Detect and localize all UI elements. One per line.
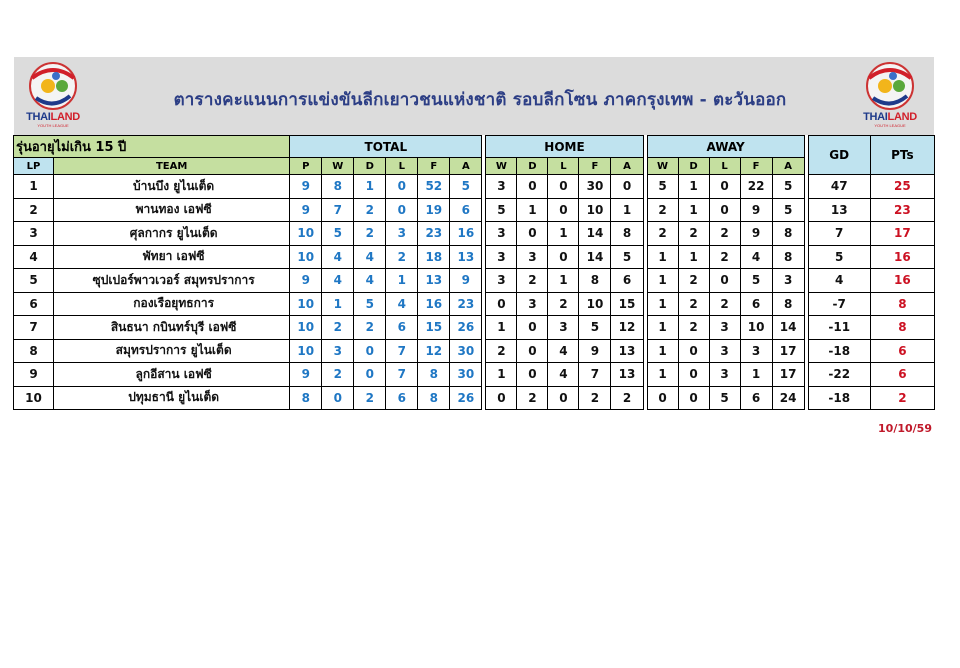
position-cell: 7 — [14, 316, 54, 340]
gd-header: GD — [808, 136, 870, 175]
table-row — [14, 316, 935, 340]
pts-header: PTs — [870, 136, 934, 175]
home-stat-cell: 3 — [486, 175, 517, 199]
total-stat-cell: 1 — [322, 292, 354, 316]
home-stat-cell: 2 — [579, 386, 611, 410]
total-stat-cell: 10 — [290, 316, 322, 340]
position-cell: 4 — [14, 245, 54, 269]
home-stat-cell: 2 — [548, 292, 579, 316]
total-stat-cell: 26 — [450, 386, 482, 410]
total-stat-cell: 2 — [354, 198, 386, 222]
table-row — [14, 175, 935, 199]
ball-icon — [855, 60, 925, 112]
total-stat-cell: 8 — [322, 175, 354, 199]
home-stat-cell: 3 — [548, 316, 579, 340]
position-cell: 5 — [14, 269, 54, 293]
away-col-header: A — [772, 158, 804, 175]
total-stat-cell: 0 — [354, 363, 386, 387]
away-stat-cell: 1 — [647, 292, 678, 316]
home-stat-cell: 2 — [611, 386, 643, 410]
total-stat-cell: 16 — [450, 222, 482, 246]
goal-difference-cell: -22 — [808, 363, 870, 387]
home-stat-cell: 3 — [517, 245, 548, 269]
total-col-header: F — [418, 158, 450, 175]
logo-wordmark: THAILAND — [863, 111, 917, 123]
goal-difference-cell: 5 — [808, 245, 870, 269]
away-stat-cell: 1 — [647, 316, 678, 340]
away-stat-cell: 8 — [772, 222, 804, 246]
away-stat-cell: 0 — [709, 269, 740, 293]
home-stat-cell: 2 — [486, 339, 517, 363]
goal-difference-cell: -18 — [808, 339, 870, 363]
away-stat-cell: 3 — [709, 363, 740, 387]
ball-icon — [18, 60, 88, 112]
away-stat-cell: 2 — [678, 316, 709, 340]
away-stat-cell: 0 — [647, 386, 678, 410]
total-stat-cell: 10 — [290, 292, 322, 316]
total-stat-cell: 9 — [290, 175, 322, 199]
points-cell: 6 — [870, 339, 934, 363]
position-cell: 8 — [14, 339, 54, 363]
away-stat-cell: 2 — [647, 198, 678, 222]
away-stat-cell: 3 — [740, 339, 772, 363]
home-stat-cell: 13 — [611, 339, 643, 363]
home-stat-cell: 3 — [486, 245, 517, 269]
away-stat-cell: 0 — [678, 386, 709, 410]
away-col-header: D — [678, 158, 709, 175]
position-cell: 1 — [14, 175, 54, 199]
away-stat-cell: 3 — [709, 316, 740, 340]
home-stat-cell: 1 — [611, 198, 643, 222]
home-stat-cell: 6 — [611, 269, 643, 293]
total-stat-cell: 4 — [354, 245, 386, 269]
home-stat-cell: 0 — [517, 175, 548, 199]
home-stat-cell: 5 — [611, 245, 643, 269]
team-name-cell: สมุทรปราการ ยูไนเต็ด — [54, 339, 290, 363]
home-stat-cell: 0 — [548, 245, 579, 269]
away-stat-cell: 3 — [772, 269, 804, 293]
home-stat-cell: 1 — [517, 198, 548, 222]
total-stat-cell: 2 — [354, 316, 386, 340]
points-cell: 23 — [870, 198, 934, 222]
total-stat-cell: 10 — [290, 222, 322, 246]
goal-difference-cell: 7 — [808, 222, 870, 246]
away-col-header: L — [709, 158, 740, 175]
away-stat-cell: 0 — [678, 363, 709, 387]
away-stat-cell: 1 — [647, 339, 678, 363]
total-stat-cell: 6 — [386, 386, 418, 410]
age-group-label: รุ่นอายุไม่เกิน 15 ปี — [14, 136, 290, 158]
away-stat-cell: 1 — [647, 269, 678, 293]
home-stat-cell: 30 — [579, 175, 611, 199]
total-stat-cell: 13 — [450, 245, 482, 269]
total-stat-cell: 13 — [418, 269, 450, 293]
away-stat-cell: 1 — [678, 175, 709, 199]
away-stat-cell: 2 — [647, 222, 678, 246]
home-stat-cell: 4 — [548, 363, 579, 387]
away-stat-cell: 8 — [772, 245, 804, 269]
away-stat-cell: 1 — [647, 245, 678, 269]
away-stat-cell: 5 — [647, 175, 678, 199]
home-stat-cell: 10 — [579, 198, 611, 222]
away-stat-cell: 9 — [740, 222, 772, 246]
away-stat-cell: 2 — [678, 222, 709, 246]
home-stat-cell: 0 — [517, 316, 548, 340]
team-header: TEAM — [54, 158, 290, 175]
league-logo-right — [855, 60, 925, 130]
home-stat-cell: 14 — [579, 245, 611, 269]
away-stat-cell: 2 — [709, 222, 740, 246]
total-stat-cell: 12 — [418, 339, 450, 363]
away-stat-cell: 5 — [772, 175, 804, 199]
away-stat-cell: 5 — [709, 386, 740, 410]
team-name-cell: พัทยา เอฟซี — [54, 245, 290, 269]
total-stat-cell: 9 — [290, 198, 322, 222]
total-stat-cell: 3 — [322, 339, 354, 363]
home-stat-cell: 15 — [611, 292, 643, 316]
total-stat-cell: 23 — [418, 222, 450, 246]
position-cell: 2 — [14, 198, 54, 222]
total-stat-cell: 8 — [418, 363, 450, 387]
home-col-header: F — [579, 158, 611, 175]
away-stat-cell: 17 — [772, 339, 804, 363]
goal-difference-cell: 47 — [808, 175, 870, 199]
away-stat-cell: 2 — [709, 292, 740, 316]
home-group-header: HOME — [486, 136, 643, 158]
total-stat-cell: 30 — [450, 339, 482, 363]
points-cell: 8 — [870, 292, 934, 316]
home-stat-cell: 0 — [486, 292, 517, 316]
home-stat-cell: 0 — [548, 175, 579, 199]
away-stat-cell: 10 — [740, 316, 772, 340]
home-stat-cell: 0 — [517, 363, 548, 387]
home-stat-cell: 2 — [517, 269, 548, 293]
standings-table — [13, 135, 935, 410]
table-row — [14, 222, 935, 246]
position-cell: 9 — [14, 363, 54, 387]
home-stat-cell: 5 — [579, 316, 611, 340]
total-stat-cell: 0 — [386, 175, 418, 199]
home-col-header: A — [611, 158, 643, 175]
away-stat-cell: 22 — [740, 175, 772, 199]
update-date: 10/10/59 — [878, 422, 932, 435]
column-spacer — [804, 158, 808, 175]
page-title: ตารางคะแนนการแข่งขันลีกเยาวชนแห่งชาติ รอบลีกโซน ภาคกรุงเทพ - ตะวันออก — [173, 90, 787, 110]
away-stat-cell: 14 — [772, 316, 804, 340]
total-col-header: W — [322, 158, 354, 175]
total-stat-cell: 5 — [322, 222, 354, 246]
home-stat-cell: 14 — [579, 222, 611, 246]
points-cell: 16 — [870, 245, 934, 269]
table-row — [14, 292, 935, 316]
team-name-cell: ศุลกากร ยูไนเต็ด — [54, 222, 290, 246]
column-header-row — [14, 158, 935, 175]
total-stat-cell: 5 — [354, 292, 386, 316]
total-stat-cell: 23 — [450, 292, 482, 316]
total-col-header: D — [354, 158, 386, 175]
away-stat-cell: 2 — [678, 292, 709, 316]
table-row — [14, 269, 935, 293]
total-stat-cell: 2 — [386, 245, 418, 269]
home-col-header: W — [486, 158, 517, 175]
total-stat-cell: 9 — [290, 363, 322, 387]
points-cell: 2 — [870, 386, 934, 410]
total-stat-cell: 7 — [386, 363, 418, 387]
total-stat-cell: 7 — [322, 198, 354, 222]
total-stat-cell: 8 — [290, 386, 322, 410]
goal-difference-cell: -11 — [808, 316, 870, 340]
away-stat-cell: 24 — [772, 386, 804, 410]
total-stat-cell: 52 — [418, 175, 450, 199]
home-stat-cell: 8 — [579, 269, 611, 293]
total-col-header: P — [290, 158, 322, 175]
home-stat-cell: 0 — [548, 198, 579, 222]
away-stat-cell: 2 — [709, 245, 740, 269]
total-stat-cell: 9 — [450, 269, 482, 293]
away-stat-cell: 0 — [709, 175, 740, 199]
total-stat-cell: 6 — [386, 316, 418, 340]
team-name-cell: ปทุมธานี ยูไนเต็ด — [54, 386, 290, 410]
logo-subtitle: YOUTH LEAGUE — [874, 123, 906, 128]
total-col-header: A — [450, 158, 482, 175]
away-stat-cell: 6 — [740, 292, 772, 316]
total-stat-cell: 3 — [386, 222, 418, 246]
away-stat-cell: 4 — [740, 245, 772, 269]
home-stat-cell: 3 — [486, 269, 517, 293]
home-stat-cell: 1 — [486, 363, 517, 387]
total-stat-cell: 4 — [386, 292, 418, 316]
away-stat-cell: 2 — [678, 269, 709, 293]
table-row — [14, 198, 935, 222]
home-stat-cell: 0 — [486, 386, 517, 410]
home-stat-cell: 3 — [517, 292, 548, 316]
away-stat-cell: 1 — [647, 363, 678, 387]
away-stat-cell: 9 — [740, 198, 772, 222]
total-col-header: L — [386, 158, 418, 175]
away-stat-cell: 0 — [678, 339, 709, 363]
standings-body — [14, 175, 935, 410]
away-stat-cell: 8 — [772, 292, 804, 316]
total-stat-cell: 0 — [354, 339, 386, 363]
team-name-cell: ลูกอีสาน เอฟซี — [54, 363, 290, 387]
points-cell: 17 — [870, 222, 934, 246]
home-stat-cell: 13 — [611, 363, 643, 387]
total-stat-cell: 2 — [354, 222, 386, 246]
points-cell: 25 — [870, 175, 934, 199]
away-stat-cell: 17 — [772, 363, 804, 387]
home-stat-cell: 8 — [611, 222, 643, 246]
goal-difference-cell: -18 — [808, 386, 870, 410]
home-stat-cell: 1 — [548, 222, 579, 246]
total-stat-cell: 2 — [322, 363, 354, 387]
total-stat-cell: 4 — [322, 245, 354, 269]
lp-header: LP — [14, 158, 54, 175]
home-stat-cell: 7 — [579, 363, 611, 387]
total-stat-cell: 18 — [418, 245, 450, 269]
total-stat-cell: 7 — [386, 339, 418, 363]
home-col-header: D — [517, 158, 548, 175]
home-stat-cell: 4 — [548, 339, 579, 363]
home-stat-cell: 10 — [579, 292, 611, 316]
team-name-cell: บ้านบึง ยูไนเต็ด — [54, 175, 290, 199]
goal-difference-cell: 13 — [808, 198, 870, 222]
total-stat-cell: 4 — [354, 269, 386, 293]
total-stat-cell: 2 — [322, 316, 354, 340]
total-stat-cell: 16 — [418, 292, 450, 316]
total-stat-cell: 0 — [322, 386, 354, 410]
away-stat-cell: 0 — [709, 198, 740, 222]
total-stat-cell: 15 — [418, 316, 450, 340]
total-stat-cell: 30 — [450, 363, 482, 387]
team-name-cell: ซุปเปอร์พาวเวอร์ สมุทรปราการ — [54, 269, 290, 293]
table-row — [14, 245, 935, 269]
team-name-cell: กองเรือยุทธการ — [54, 292, 290, 316]
total-stat-cell: 5 — [450, 175, 482, 199]
position-cell: 10 — [14, 386, 54, 410]
home-stat-cell: 0 — [517, 339, 548, 363]
table-row — [14, 363, 935, 387]
away-group-header: AWAY — [647, 136, 804, 158]
team-name-cell: สินธนา กบินทร์บุรี เอฟซี — [54, 316, 290, 340]
home-stat-cell: 3 — [486, 222, 517, 246]
total-stat-cell: 1 — [354, 175, 386, 199]
group-header-row — [14, 136, 935, 158]
home-stat-cell: 0 — [611, 175, 643, 199]
home-stat-cell: 5 — [486, 198, 517, 222]
away-col-header: W — [647, 158, 678, 175]
team-name-cell: พานทอง เอฟซี — [54, 198, 290, 222]
away-stat-cell: 3 — [709, 339, 740, 363]
total-stat-cell: 26 — [450, 316, 482, 340]
logo-subtitle: YOUTH LEAGUE — [37, 123, 69, 128]
home-stat-cell: 9 — [579, 339, 611, 363]
league-logo-left — [18, 60, 88, 130]
home-stat-cell: 2 — [517, 386, 548, 410]
total-stat-cell: 4 — [322, 269, 354, 293]
away-stat-cell: 5 — [772, 198, 804, 222]
total-stat-cell: 0 — [386, 198, 418, 222]
total-stat-cell: 1 — [386, 269, 418, 293]
position-cell: 6 — [14, 292, 54, 316]
total-stat-cell: 19 — [418, 198, 450, 222]
position-cell: 3 — [14, 222, 54, 246]
table-row — [14, 386, 935, 410]
away-stat-cell: 1 — [678, 198, 709, 222]
away-stat-cell: 1 — [740, 363, 772, 387]
home-col-header: L — [548, 158, 579, 175]
home-stat-cell: 0 — [517, 222, 548, 246]
total-stat-cell: 9 — [290, 269, 322, 293]
home-stat-cell: 0 — [548, 386, 579, 410]
points-cell: 16 — [870, 269, 934, 293]
home-stat-cell: 12 — [611, 316, 643, 340]
total-stat-cell: 8 — [418, 386, 450, 410]
total-group-header: TOTAL — [290, 136, 482, 158]
table-row — [14, 339, 935, 363]
points-cell: 6 — [870, 363, 934, 387]
points-cell: 8 — [870, 316, 934, 340]
goal-difference-cell: 4 — [808, 269, 870, 293]
total-stat-cell: 10 — [290, 245, 322, 269]
total-stat-cell: 6 — [450, 198, 482, 222]
home-stat-cell: 1 — [548, 269, 579, 293]
total-stat-cell: 2 — [354, 386, 386, 410]
total-stat-cell: 10 — [290, 339, 322, 363]
away-col-header: F — [740, 158, 772, 175]
goal-difference-cell: -7 — [808, 292, 870, 316]
away-stat-cell: 1 — [678, 245, 709, 269]
home-stat-cell: 1 — [486, 316, 517, 340]
away-stat-cell: 5 — [740, 269, 772, 293]
logo-wordmark: THAILAND — [26, 111, 80, 123]
away-stat-cell: 6 — [740, 386, 772, 410]
